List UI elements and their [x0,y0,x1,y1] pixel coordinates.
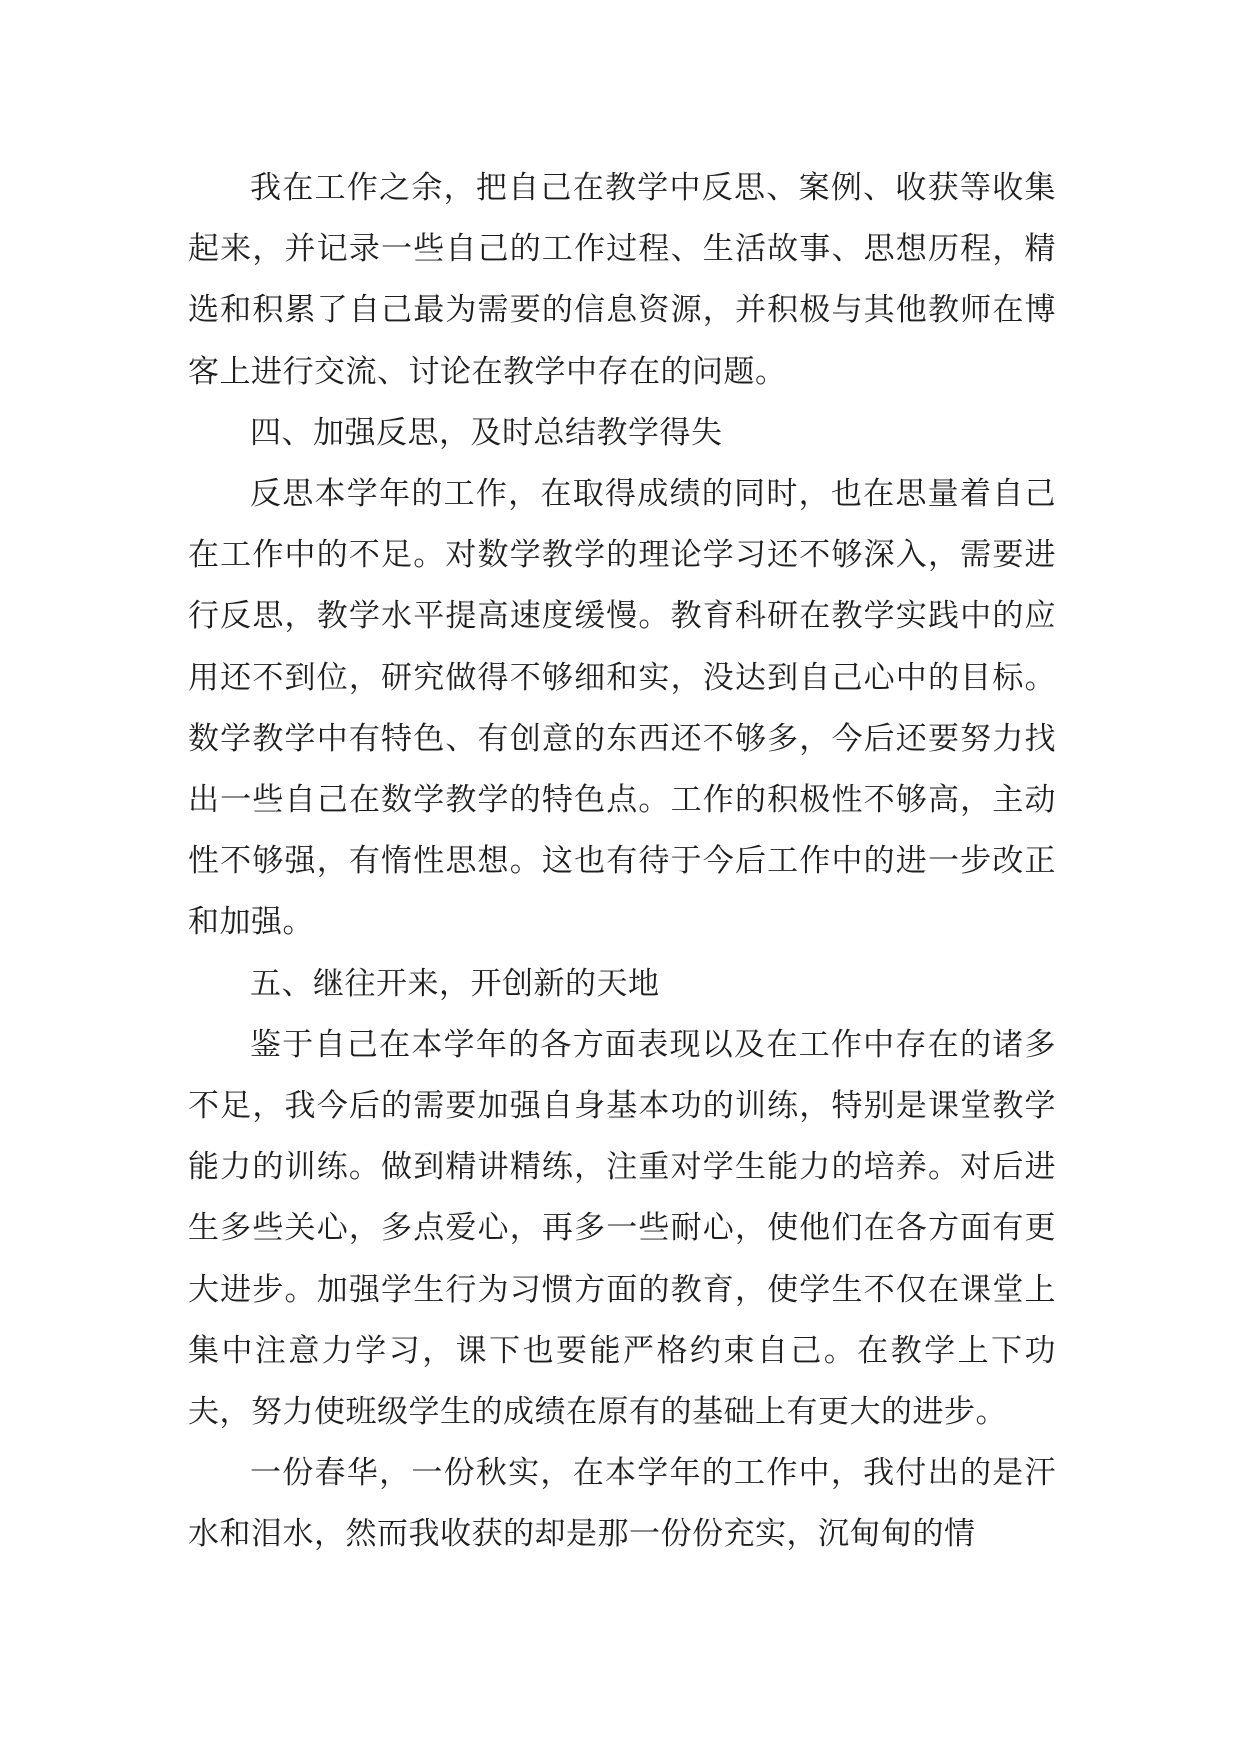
paragraph-future-plans: 鉴于自己在本学年的各方面表现以及在工作中存在的诸多不足，我今后的需要加强自身基本功的训练，特别是课堂教学能力的训练。做到精讲精练，注重对学生能力的培养。对后进生多些关心，多点爱心，再多一些耐心，使他们在各方面有更大进步。加强学生行为习惯方面的教育，使学生不仅在课堂上集中注意力学习，课下也要能严格约束自己。在教学上下功夫，努力使班级学生的成绩在原有的基础上有更大的进步。 [188,1026,1056,1431]
paragraph-blog-exchange: 我在工作之余，把自己在教学中反思、案例、收获等收集起来，并记录一些自己的工作过程、生活故事、思想历程，精选和积累了自己最为需要的信息资源，并积极与其他教师在博客上进行交流、讨论在教学中存在的问题。 [188,170,1056,390]
section-heading-reflection: 四、加强反思，及时总结教学得失 [250,414,723,451]
document-body [188,158,1056,1566]
section-heading-future: 五、继往开来，开创新的天地 [250,965,660,1002]
paragraph-conclusion: 一份春华，一份秋实，在本学年的工作中，我付出的是汗水和泪水，然而我收获的却是那一份份充实，沉甸甸的情 [188,1455,1056,1553]
paragraph-reflection: 反思本学年的工作，在取得成绩的同时，也在思量着自己在工作中的不足。对数学教学的理论学习还不够深入，需要进行反思，教学水平提高速度缓慢。教育科研在教学实践中的应用还不到位，研究做得不够细和实，没达到自己心中的目标。数学教学中有特色、有创意的东西还不够多，今后还要努力找出一些自己在数学教学的特色点。工作的积极性不够高，主动性不够强，有惰性思想。这也有待于今后工作中的进一步改正和加强。 [188,476,1056,941]
